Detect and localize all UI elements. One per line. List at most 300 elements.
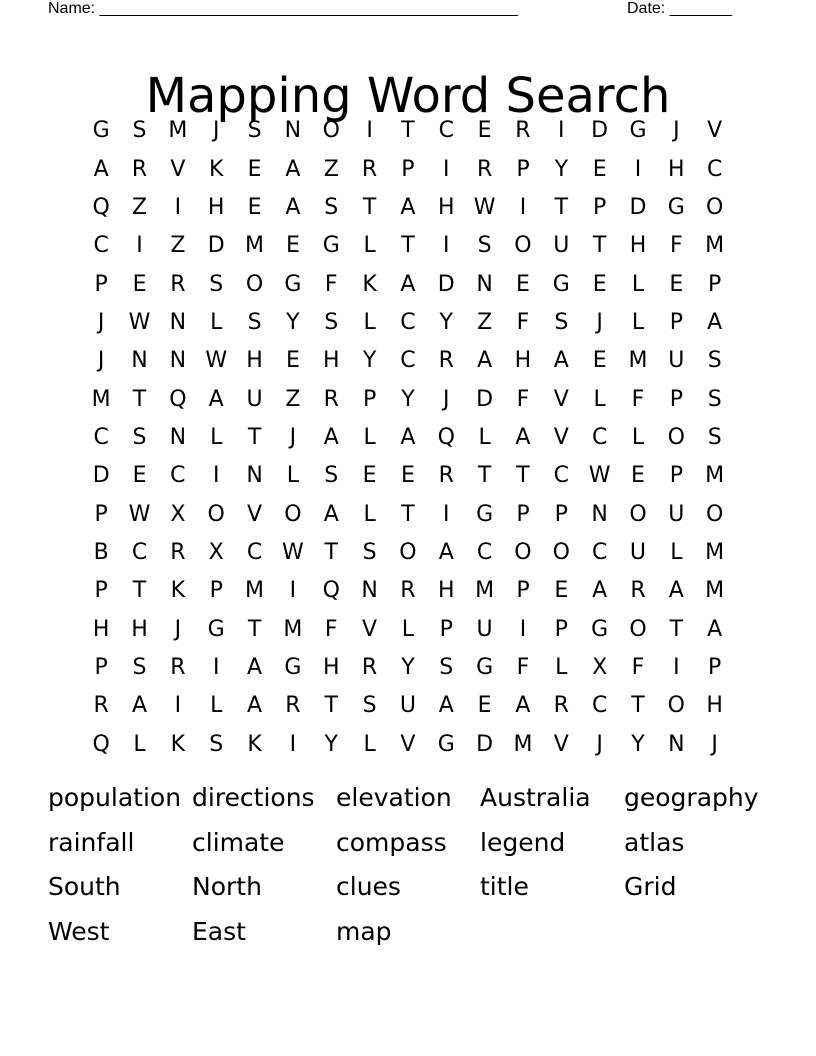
grid-cell: Z xyxy=(170,233,186,259)
grid-cell: P xyxy=(94,578,108,604)
grid-cell: S xyxy=(132,424,147,450)
grid-cell: C xyxy=(591,539,608,565)
grid-cell: A xyxy=(515,424,531,450)
grid-cell: P xyxy=(516,156,530,182)
grid-row xyxy=(82,304,734,342)
grid-cell: I xyxy=(136,233,143,259)
grid-cell: E xyxy=(247,194,262,220)
grid-cell: A xyxy=(131,693,148,719)
grid-cell: W xyxy=(473,194,496,220)
grid-cell: F xyxy=(670,233,683,259)
grid-cell: F xyxy=(324,271,338,297)
grid-cell: E xyxy=(669,271,684,297)
grid-cell: J xyxy=(289,424,297,450)
name-field-label: Name: _______________________________________________ xyxy=(48,0,518,17)
grid-cell: H xyxy=(629,233,647,259)
grid-cell: K xyxy=(247,731,262,757)
grid-cell: P xyxy=(554,616,568,642)
grid-cell: G xyxy=(284,654,302,680)
grid-cell: O xyxy=(514,233,532,259)
grid-cell: P xyxy=(94,271,108,297)
grid-cell: A xyxy=(553,348,569,374)
grid-cell: A xyxy=(400,424,416,450)
grid-cell: Y xyxy=(401,654,415,680)
grid-cell: A xyxy=(707,616,723,642)
grid-cell: D xyxy=(629,194,647,220)
grid-cell: P xyxy=(362,386,377,412)
grid-cell: N xyxy=(476,271,493,297)
grid-cell: K xyxy=(170,578,186,604)
grid-cell: I xyxy=(558,118,565,144)
grid-cell: I xyxy=(174,194,182,220)
grid-cell: H xyxy=(92,616,110,642)
grid-cell: O xyxy=(284,501,302,527)
grid-cell: I xyxy=(519,194,527,220)
grid-cell: A xyxy=(400,194,416,220)
grid-cell: L xyxy=(593,386,606,412)
grid-cell: C xyxy=(591,424,608,450)
grid-cell: A xyxy=(438,539,454,565)
grid-cell: M xyxy=(245,233,265,259)
grid-cell: F xyxy=(516,386,530,412)
grid-cell: O xyxy=(207,501,225,527)
grid-cell: L xyxy=(631,309,645,335)
grid-cell: L xyxy=(631,271,645,297)
grid-cell: G xyxy=(322,233,340,259)
grid-cell: T xyxy=(247,616,262,642)
grid-cell: K xyxy=(208,156,224,182)
grid-cell: E xyxy=(631,463,645,489)
grid-cell: Y xyxy=(401,386,415,412)
grid-cell: E xyxy=(247,156,262,182)
grid-row xyxy=(82,649,734,687)
grid-cell: B xyxy=(93,539,109,565)
grid-cell: C xyxy=(93,233,109,259)
grid-cell: T xyxy=(132,578,147,604)
grid-cell: T xyxy=(324,539,338,565)
grid-cell: I xyxy=(443,501,450,527)
grid-cell: M xyxy=(91,386,111,412)
word-list-item: directions xyxy=(192,783,315,812)
grid-cell: R xyxy=(476,156,493,182)
grid-cell: T xyxy=(477,463,492,489)
grid-cell: D xyxy=(476,386,494,412)
grid-cell: S xyxy=(132,118,147,144)
grid-cell: L xyxy=(210,424,223,450)
grid-cell: G xyxy=(629,118,647,144)
grid-cell: M xyxy=(168,118,188,144)
grid-cell: N xyxy=(131,348,148,374)
grid-cell: S xyxy=(247,118,262,144)
grid-cell: M xyxy=(245,578,265,604)
grid-cell: G xyxy=(437,731,455,757)
grid-cell: R xyxy=(131,156,148,182)
grid-cell: S xyxy=(707,424,722,450)
grid-cell: I xyxy=(289,731,297,757)
grid-cell: S xyxy=(362,693,377,719)
grid-cell: R xyxy=(400,578,416,604)
grid-cell: T xyxy=(324,693,338,719)
grid-cell: Z xyxy=(285,386,301,412)
grid-cell: E xyxy=(477,693,492,719)
word-list-item: compass xyxy=(336,827,447,857)
grid-cell: L xyxy=(670,539,683,565)
grid-cell: T xyxy=(631,693,645,719)
grid-cell: P xyxy=(669,309,683,335)
date-field-label: Date: _______ xyxy=(627,0,732,17)
grid-cell: I xyxy=(443,233,450,259)
grid-cell: F xyxy=(324,616,338,642)
grid-cell: Y xyxy=(631,731,645,757)
grid-cell: S xyxy=(132,654,147,680)
word-list-item: North xyxy=(192,872,262,901)
grid-cell: X xyxy=(592,654,608,680)
grid-cell: Y xyxy=(362,348,377,374)
grid-cell: A xyxy=(668,578,684,604)
grid-cell: P xyxy=(669,463,683,489)
grid-cell: U xyxy=(399,693,416,719)
grid-cell: A xyxy=(438,693,454,719)
grid-cell: H xyxy=(322,348,340,374)
word-list-item: clues xyxy=(336,872,401,901)
grid-cell: E xyxy=(285,348,300,374)
grid-row xyxy=(82,457,734,495)
grid-cell: H xyxy=(207,194,225,220)
grid-cell: U xyxy=(668,348,685,374)
grid-cell: A xyxy=(400,271,416,297)
grid-cell: R xyxy=(438,463,454,489)
grid-cell: D xyxy=(207,233,225,259)
grid-cell: T xyxy=(669,616,684,642)
grid-cell: X xyxy=(170,501,186,527)
grid-row xyxy=(82,726,734,764)
grid-cell: U xyxy=(476,616,493,642)
grid-cell: O xyxy=(399,539,417,565)
grid-cell: J xyxy=(174,616,182,642)
grid-cell: V xyxy=(707,118,723,144)
grid-cell: P xyxy=(593,194,607,220)
word-list-item: rainfall xyxy=(48,827,135,857)
grid-cell: A xyxy=(323,424,339,450)
grid-cell: Y xyxy=(286,309,300,335)
grid-cell: R xyxy=(438,348,454,374)
grid-cell: R xyxy=(170,539,186,565)
grid-cell: L xyxy=(363,233,376,259)
grid-cell: C xyxy=(438,118,454,144)
grid-cell: J xyxy=(596,731,603,757)
grid-cell: H xyxy=(706,693,723,719)
grid-cell: V xyxy=(553,731,569,757)
grid-cell: Q xyxy=(322,578,340,604)
grid-cell: M xyxy=(628,348,648,374)
grid-row xyxy=(82,227,734,265)
grid-row xyxy=(82,189,734,227)
grid-cell: T xyxy=(362,194,377,220)
grid-row xyxy=(82,610,734,648)
grid-cell: J xyxy=(673,118,680,144)
grid-cell: O xyxy=(667,424,685,450)
grid-cell: L xyxy=(210,309,223,335)
grid-cell: E xyxy=(362,463,377,489)
grid-row xyxy=(82,495,734,533)
grid-cell: P xyxy=(94,654,108,680)
grid-cell: H xyxy=(437,194,455,220)
grid-cell: E xyxy=(132,463,147,489)
grid-cell: F xyxy=(631,386,645,412)
word-list-item: elevation xyxy=(336,783,452,812)
grid-cell: O xyxy=(706,501,724,527)
grid-cell: O xyxy=(552,539,570,565)
grid-cell: D xyxy=(591,118,609,144)
grid-cell: I xyxy=(519,616,527,642)
grid-cell: P xyxy=(708,271,722,297)
grid-cell: A xyxy=(515,693,531,719)
word-list-item: Grid xyxy=(624,872,677,901)
grid-cell: P xyxy=(516,578,530,604)
word-list-item: geography xyxy=(624,783,759,812)
grid-cell: C xyxy=(591,693,608,719)
grid-row xyxy=(82,572,734,610)
word-list-item: East xyxy=(192,916,246,946)
grid-cell: Y xyxy=(324,731,338,757)
grid-cell: L xyxy=(363,501,376,527)
grid-cell: S xyxy=(209,731,224,757)
grid-cell: I xyxy=(174,693,182,719)
grid-cell: R xyxy=(93,693,109,719)
grid-cell: L xyxy=(363,424,376,450)
grid-cell: C xyxy=(476,539,493,565)
grid-cell: A xyxy=(285,156,301,182)
grid-cell: F xyxy=(631,654,645,680)
grid-cell: R xyxy=(630,578,646,604)
grid-cell: E xyxy=(285,233,300,259)
grid-cell: U xyxy=(668,501,685,527)
grid-cell: R xyxy=(361,654,378,680)
grid-row xyxy=(82,265,734,303)
grid-cell: G xyxy=(284,271,302,297)
grid-cell: R xyxy=(323,386,339,412)
grid-cell: A xyxy=(247,693,263,719)
grid-cell: E xyxy=(477,118,492,144)
grid-cell: C xyxy=(400,309,416,335)
grid-cell: T xyxy=(401,233,415,259)
grid-cell: M xyxy=(705,463,725,489)
grid-cell: N xyxy=(668,731,685,757)
grid-cell: W xyxy=(205,348,228,374)
grid-cell: Q xyxy=(92,194,110,220)
grid-cell: A xyxy=(707,309,723,335)
grid-cell: S xyxy=(707,386,722,412)
grid-cell: G xyxy=(667,194,685,220)
grid-cell: O xyxy=(706,194,724,220)
grid-cell: S xyxy=(477,233,492,259)
grid-cell: Z xyxy=(131,194,148,220)
grid-cell: A xyxy=(93,156,109,182)
grid-cell: Q xyxy=(169,386,187,412)
grid-row xyxy=(82,419,734,457)
grid-cell: A xyxy=(285,194,301,220)
grid-cell: M xyxy=(513,731,533,757)
grid-cell: V xyxy=(170,156,186,182)
grid-cell: S xyxy=(707,348,722,374)
grid-cell: L xyxy=(401,616,415,642)
grid-cell: N xyxy=(361,578,378,604)
grid-cell: V xyxy=(400,731,416,757)
grid-cell: L xyxy=(478,424,491,450)
grid-cell: I xyxy=(212,463,220,489)
grid-cell: T xyxy=(592,233,607,259)
grid-cell: U xyxy=(246,386,263,412)
grid-cell: T xyxy=(516,463,530,489)
grid-cell: I xyxy=(289,578,297,604)
grid-cell: D xyxy=(476,731,494,757)
grid-cell: L xyxy=(363,731,376,757)
grid-cell: R xyxy=(170,271,186,297)
grid-cell: S xyxy=(324,309,339,335)
grid-cell: C xyxy=(93,424,109,450)
grid-cell: O xyxy=(322,118,340,144)
grid-cell: M xyxy=(705,578,725,604)
grid-cell: S xyxy=(324,194,339,220)
grid-cell: H xyxy=(668,156,685,182)
grid-cell: U xyxy=(553,233,570,259)
grid-cell: J xyxy=(711,731,718,757)
grid-cell: O xyxy=(629,501,647,527)
grid-cell: N xyxy=(591,501,608,527)
word-list-item: population xyxy=(48,783,182,812)
grid-cell: I xyxy=(212,654,220,680)
grid-cell: J xyxy=(97,348,105,374)
grid-cell: H xyxy=(322,654,340,680)
grid-cell: U xyxy=(629,539,647,565)
grid-cell: T xyxy=(401,501,415,527)
grid-cell: I xyxy=(673,654,680,680)
grid-cell: J xyxy=(212,118,220,144)
word-list-item: South xyxy=(48,872,121,901)
grid-cell: A xyxy=(323,501,339,527)
grid-row xyxy=(82,534,734,572)
grid-cell: C xyxy=(170,463,186,489)
grid-cell: N xyxy=(169,309,187,335)
grid-cell: G xyxy=(92,118,110,144)
grid-cell: T xyxy=(247,424,262,450)
grid-cell: V xyxy=(553,424,569,450)
grid-cell: Z xyxy=(477,309,493,335)
grid-cell: G xyxy=(591,616,609,642)
grid-cell: N xyxy=(284,118,302,144)
grid-cell: G xyxy=(476,501,494,527)
grid-cell: V xyxy=(553,386,569,412)
grid-cell: R xyxy=(515,118,531,144)
grid-cell: D xyxy=(437,271,455,297)
grid-cell: C xyxy=(706,156,723,182)
grid-cell: F xyxy=(516,654,530,680)
grid-cell: H xyxy=(514,348,532,374)
grid-cell: K xyxy=(362,271,377,297)
grid-cell: S xyxy=(362,539,377,565)
grid-cell: S xyxy=(324,463,339,489)
grid-cell: E xyxy=(592,156,607,182)
grid-cell: Q xyxy=(437,424,455,450)
grid-cell: L xyxy=(555,654,568,680)
grid-cell: S xyxy=(439,654,454,680)
grid-cell: G xyxy=(476,654,494,680)
grid-cell: N xyxy=(246,463,263,489)
grid-cell: R xyxy=(361,156,378,182)
grid-cell: C xyxy=(131,539,148,565)
grid-cell: H xyxy=(437,578,455,604)
grid-cell: N xyxy=(169,348,187,374)
grid-cell: A xyxy=(208,386,224,412)
grid-cell: P xyxy=(401,156,415,182)
grid-cell: L xyxy=(210,693,223,719)
grid-cell: H xyxy=(131,616,148,642)
grid-cell: T xyxy=(554,194,569,220)
grid-cell: L xyxy=(133,731,146,757)
grid-cell: M xyxy=(283,616,303,642)
grid-cell: S xyxy=(209,271,224,297)
word-list xyxy=(48,778,788,956)
grid-cell: E xyxy=(132,271,147,297)
grid-cell: G xyxy=(207,616,225,642)
word-list-item: West xyxy=(48,916,110,946)
grid-cell: E xyxy=(592,348,607,374)
grid-cell: D xyxy=(92,463,110,489)
grid-cell: M xyxy=(705,539,725,565)
grid-cell: L xyxy=(363,309,376,335)
grid-cell: O xyxy=(667,693,685,719)
grid-cell: P xyxy=(439,616,453,642)
grid-cell: W xyxy=(282,539,304,565)
grid-cell: R xyxy=(285,693,301,719)
grid-cell: S xyxy=(554,309,569,335)
grid-cell: J xyxy=(97,309,105,335)
grid-cell: I xyxy=(634,156,642,182)
grid-cell: L xyxy=(286,463,300,489)
grid-cell: P xyxy=(554,501,568,527)
grid-cell: Y xyxy=(439,309,453,335)
grid-cell: O xyxy=(629,616,647,642)
grid-cell: I xyxy=(443,156,450,182)
grid-cell: K xyxy=(170,731,186,757)
grid-cell: R xyxy=(553,693,569,719)
grid-cell: J xyxy=(443,386,450,412)
grid-cell: P xyxy=(94,501,108,527)
grid-cell: H xyxy=(246,348,263,374)
word-list-item: map xyxy=(336,916,392,946)
header-line xyxy=(48,0,768,18)
grid-cell: C xyxy=(246,539,263,565)
grid-cell: Z xyxy=(323,156,339,182)
word-list-item: legend xyxy=(480,827,566,857)
grid-cell: C xyxy=(400,348,416,374)
grid-cell: Y xyxy=(554,156,569,182)
grid-cell: P xyxy=(209,578,223,604)
word-list-item: climate xyxy=(192,827,285,857)
grid-cell: T xyxy=(401,118,415,144)
grid-cell: A xyxy=(592,578,608,604)
grid-cell: W xyxy=(128,309,151,335)
grid-row xyxy=(82,342,734,380)
grid-cell: P xyxy=(516,501,530,527)
grid-cell: F xyxy=(516,309,530,335)
grid-cell: C xyxy=(553,463,569,489)
word-list-item: title xyxy=(480,872,529,901)
grid-row xyxy=(82,112,734,150)
grid-cell: N xyxy=(169,424,187,450)
grid-cell: E xyxy=(400,463,415,489)
grid-cell: T xyxy=(132,386,147,412)
